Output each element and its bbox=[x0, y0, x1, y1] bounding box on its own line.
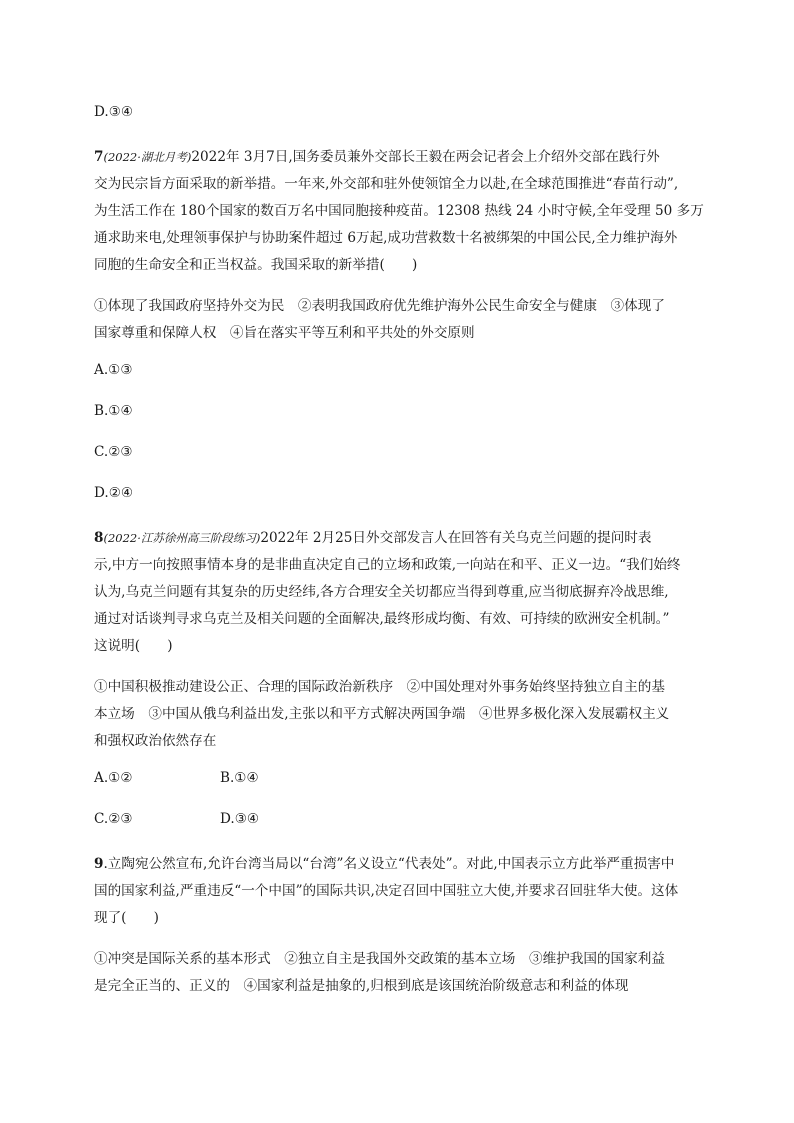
q8-statements-line-3: 和强权政治依然存在 bbox=[94, 733, 217, 749]
q8-statements-line-1: ①中国积极推动建设公正、合理的国际政治新秩序 ②中国处理对外事务始终坚持独立自主的基 bbox=[94, 679, 665, 695]
q9-stem-line-1 bbox=[94, 852, 674, 872]
q8-option-b: B.①④ bbox=[220, 770, 259, 786]
q8-stem-line-3: 认为,乌克兰问题有其复杂的历史经纬,各方合理安全关切都应当得到尊重,应当彻底摒弃冷战思维, bbox=[94, 584, 669, 600]
q7-statements-line-1: ①体现了我国政府坚持外交为民 ②表明我国政府优先维护海外公民生命安全与健康 ③体现了 bbox=[94, 298, 665, 314]
q9-statements-line-2: 是完全正当的、正义的 ④国家利益是抽象的,归根到底是该国统治阶级意志和利益的体现 bbox=[94, 978, 629, 994]
q8-option-a: A.①② bbox=[94, 770, 133, 786]
q9-stem-line-3: 现了( ) bbox=[94, 910, 159, 926]
q7-stem-line-1 bbox=[94, 145, 660, 165]
q7-number: 7 bbox=[94, 149, 104, 165]
q8-source: (2022·江苏徐州高三阶段练习) bbox=[103, 531, 261, 545]
q8-option-d: D.③④ bbox=[220, 811, 260, 827]
q8-number: 8 bbox=[94, 530, 104, 546]
q7-stem-line-4: 通求助来电,处理领事保护与协助案件超过 6万起,成功营救数十名被绑架的中国公民,全力维护海外 bbox=[94, 230, 678, 246]
q9-number: 9 bbox=[94, 856, 104, 872]
q8-stem-line-5: 这说明( ) bbox=[94, 638, 173, 654]
q8-options-row-1 bbox=[94, 770, 133, 786]
q7-stem-line-3: 为生活工作在 180个国家的数百万名中国同胞接种疫苗。12308 热线 24 小时守候,全年受理 50 多万 bbox=[94, 203, 704, 219]
q8-stem-line-4: 通过对话谈判寻求乌克兰及相关问题的全面解决,最终形成均衡、有效、可持续的欧洲安全机制。” bbox=[94, 611, 670, 627]
q8-stem-line-2: 示,中方一向按照事情本身的是非曲直决定自己的立场和政策,一向站在和平、正义一边。“我们始终 bbox=[94, 557, 681, 573]
q7-option-d: D.②④ bbox=[94, 485, 134, 501]
q7-statements-line-2: 国家尊重和保障人权 ④旨在落实平等互利和平共处的外交原则 bbox=[94, 325, 475, 341]
q7-stem-line-2: 交为民宗旨方面采取的新举措。一年来,外交部和驻外使领馆全力以赴,在全球范围推进“春苗行动”, bbox=[94, 176, 679, 192]
q7-option-c: C.②③ bbox=[94, 444, 133, 460]
q8-statements-line-2: 本立场 ③中国从俄乌利益出发,主张以和平方式解决两国争端 ④世界多极化深入发展霸权主义 bbox=[94, 706, 670, 722]
q7-stem-text-1: 2022年 3月7日,国务委员兼外交部长王毅在两会记者会上介绍外交部在践行外 bbox=[191, 149, 660, 165]
q9-statements-line-1: ①冲突是国际关系的基本形式 ②独立自主是我国外交政策的基本立场 ③维护我国的国家利益 bbox=[94, 951, 665, 967]
q7-source: (2022·湖北月考) bbox=[103, 150, 192, 164]
q8-stem-line-1 bbox=[94, 526, 652, 546]
q9-stem-line-2: 国的国家利益,严重违反“一个中国”的国际共识,决定召回中国驻立大使,并要求召回驻华大使。这体 bbox=[94, 883, 679, 899]
q6-option-d: D.③④ bbox=[94, 104, 134, 120]
q7-option-a: A.①③ bbox=[94, 362, 133, 378]
q7-option-b: B.①④ bbox=[94, 403, 133, 419]
q7-stem-line-5: 同胞的生命安全和正当权益。我国采取的新举措( ) bbox=[94, 257, 418, 273]
q8-stem-text-1: 2022年 2月25日外交部发言人在回答有关乌克兰问题的提问时表 bbox=[260, 530, 652, 546]
q9-stem-text-1: .立陶宛公然宣布,允许台湾当局以“台湾”名义设立“代表处”。对此,中国表示立方此举严重损害中 bbox=[103, 856, 675, 872]
q8-option-c: C.②③ bbox=[94, 811, 133, 827]
